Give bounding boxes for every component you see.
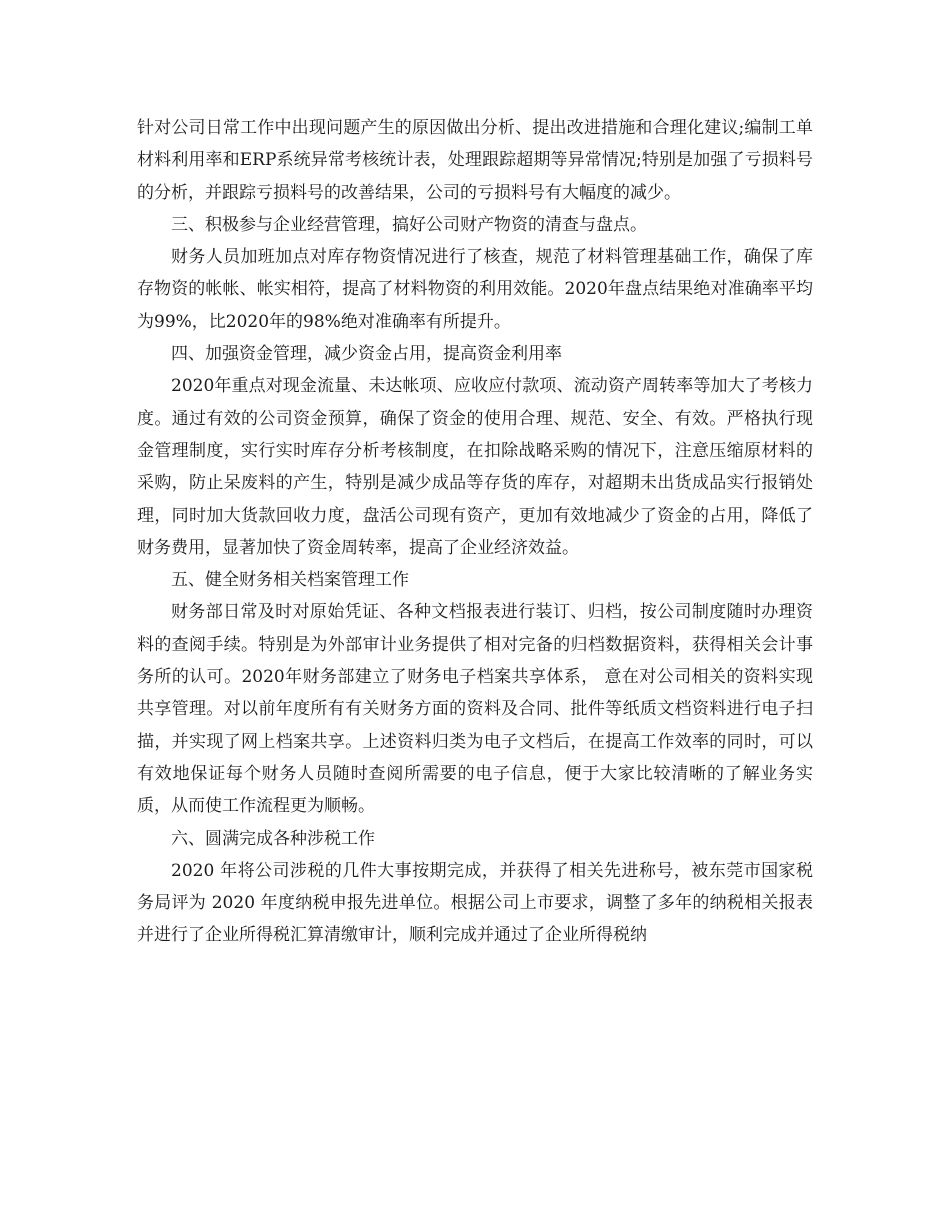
- section-heading-6: 六、圆满完成各种涉税工作: [171, 828, 375, 849]
- paragraph-archive-management: 财务部日常及时对原始凭证、各种文档报表进行装订、归档，按公司制度随时办理资料的查阅手续。特别是为外部审计业务提供了相对完备的归档数据资料，获得相关会计事务所的认可。2020年财务部建立了财务电子档案共享体系， 意在对公司相关的资料实现共享管理。对以前年度所有有关财务方面的资料及合同、批件等纸质文档资料进行电子扫描，并实现了网上档案共享。上述资料归类为电子文档后，在提高工作效率的同时，可以有效地保证每个财务人员随时查阅所需要的电子信息，便于大家比较清晰的了解业务实质，从而使工作流程更为顺畅。: [137, 602, 813, 817]
- document-body: [137, 112, 813, 952]
- section-heading-3: 三、积极参与企业经营管理，搞好公司财产物资的清查与盘点。: [171, 214, 647, 235]
- paragraph-fund-management: 2020年重点对现金流量、未达帐项、应收应付款项、流动资产周转率等加大了考核力度。通过有效的公司资金预算，确保了资金的使用合理、规范、安全、有效。严格执行现金管理制度，实行实时库存分析考核制度，在扣除战略采购的情况下，注意压缩原材料的采购，防止呆废料的产生，特别是减少成品等存货的库存，对超期未出货成品实行报销处理，同时加大货款回收力度，盘活公司现有资产，更加有效地减少了资金的占用，降低了财务费用，显著加快了资金周转率，提高了企业经济效益。: [137, 376, 813, 558]
- paragraph-inventory-check: 财务人员加班加点对库存物资情况进行了核查，规范了材料管理基础工作，确保了库存物资的帐帐、帐实相符，提高了材料物资的利用效能。2020年盘点结果绝对准确率平均为99%，比2020年的98%绝对准确率有所提升。: [137, 247, 813, 332]
- section-heading-5: 五、健全财务相关档案管理工作: [171, 570, 409, 591]
- paragraph-tax-work: 2020 年将公司涉税的几件大事按期完成，并获得了相关先进称号，被东莞市国家税务局评为 2020 年度纳税申报先进单位。根据公司上市要求，调整了多年的纳税相关报表并进行了企业所得税汇算清缴审计，顺利完成并通过了企业所得税纳: [137, 860, 813, 946]
- paragraph-analysis-continued: 针对公司日常工作中出现问题产生的原因做出分析、提出改进措施和合理化建议;编制工单材料利用率和ERP系统异常考核统计表，处理跟踪超期等异常情况;特别是加强了亏损料号的分析，并跟踪亏损料号的改善结果，公司的亏损料号有大幅度的减少。: [137, 118, 813, 203]
- section-heading-4: 四、加强资金管理，减少资金占用，提高资金利用率: [171, 344, 562, 365]
